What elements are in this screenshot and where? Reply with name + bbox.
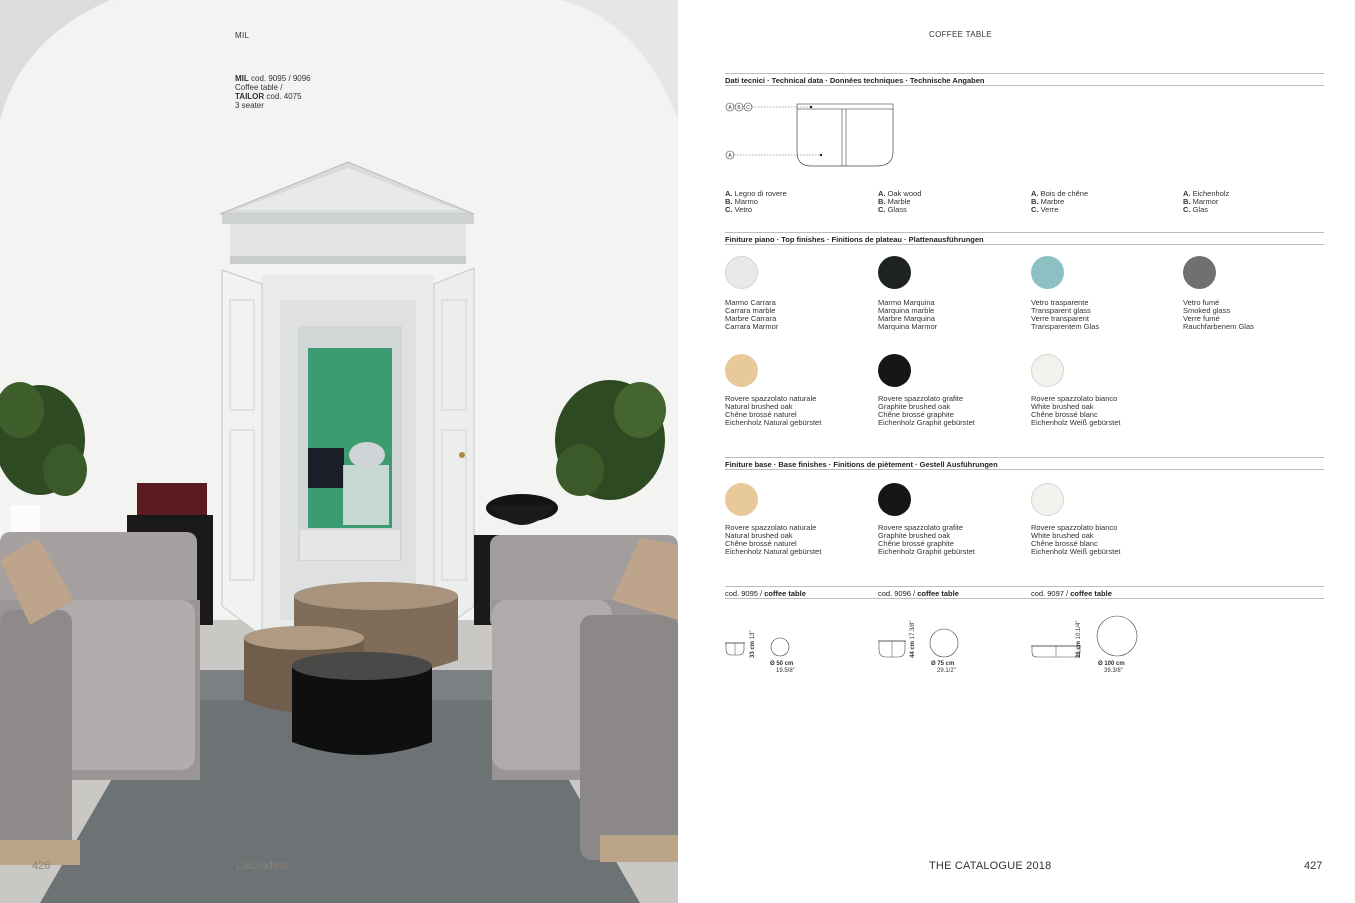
finish-line: Carrara marble	[725, 306, 776, 315]
base-label-natural-oak	[725, 524, 821, 556]
finish-line: Chêne brossé naturel	[725, 410, 797, 419]
swatch-transparent-glass	[1031, 256, 1064, 289]
finish-line: Eichenholz Graphit gebürstet	[878, 547, 975, 556]
base-label-graphite-oak	[878, 524, 975, 556]
letter-c: C.	[1031, 205, 1039, 214]
technical-data-title: Dati tecnici · Technical data · Données techniques · Technische Angaben	[725, 76, 985, 85]
section-rule	[725, 586, 1324, 587]
letter-b: B.	[1031, 197, 1039, 206]
model-9097-title	[1031, 589, 1112, 598]
finish-line: Marbre Carrara	[725, 314, 777, 323]
swatch-base-white-oak	[1031, 483, 1064, 516]
material-a: Bois de chêne	[1040, 189, 1089, 198]
caption-sofa-name: TAILOR	[235, 92, 265, 101]
finish-label-white-oak	[1031, 395, 1121, 427]
swatch-smoked-glass	[1183, 256, 1216, 289]
letter-a: A.	[1183, 189, 1191, 198]
diagram-label-a2: A	[728, 153, 732, 159]
finish-line: Marbre Marquina	[878, 314, 936, 323]
caption-product-type: Coffee table /	[235, 83, 283, 92]
diameter-in: 39.3/8"	[1104, 668, 1123, 674]
letter-c: C.	[725, 205, 733, 214]
technical-drawing	[725, 100, 905, 172]
finish-line: Marquina marble	[878, 306, 935, 315]
diameter-cm: Ø 50 cm	[770, 661, 794, 667]
caption-sofa-type: 3 seater	[235, 101, 264, 110]
diameter-cm: Ø 100 cm	[1098, 661, 1125, 667]
page-number-right: 427	[1304, 860, 1323, 872]
height-cm: 44 cm	[910, 640, 916, 658]
section-rule	[725, 244, 1324, 245]
materials-col-en	[878, 190, 921, 214]
model-9095-height	[750, 631, 757, 659]
finish-line: Graphite brushed oak	[878, 531, 951, 540]
finish-line: Rovere spazzolato bianco	[1031, 394, 1118, 403]
photo-caption	[235, 74, 311, 110]
height-in: 13"	[750, 630, 756, 640]
model-9095-drawing	[725, 635, 795, 663]
finish-line: Marquina Marmor	[878, 322, 938, 331]
caption-sofa-code: cod. 4075	[264, 92, 302, 101]
right-page	[678, 0, 1355, 903]
model-9097-drawing	[1031, 614, 1141, 660]
material-c: Vetro	[734, 205, 753, 214]
finish-line: Rovere spazzolato grafite	[878, 394, 964, 403]
finish-line: Chêne brossé graphite	[878, 539, 954, 548]
swatch-natural-oak	[725, 354, 758, 387]
finish-line: Transparentem Glas	[1031, 322, 1100, 331]
section-rule	[725, 232, 1324, 233]
swatch-graphite-oak	[878, 354, 911, 387]
letter-a: A.	[878, 189, 886, 198]
swatch-marquina-marble	[878, 256, 911, 289]
finish-line: Rauchfarbenem Glas	[1183, 322, 1254, 331]
finish-line: Vetro fumé	[1183, 298, 1220, 307]
section-rule	[725, 598, 1324, 599]
finish-line: Eichenholz Weiß gebürstet	[1031, 418, 1121, 427]
finish-label-smoked-glass	[1183, 299, 1254, 331]
base-finishes-title: Finiture base · Base finishes · Finitions de piètement · Gestell Ausführungen	[725, 460, 998, 469]
finish-line: Chêne brossé naturel	[725, 539, 797, 548]
material-a: Oak wood	[887, 189, 922, 198]
model-9097-height	[1076, 621, 1083, 659]
material-a: Legno di rovere	[734, 189, 787, 198]
height-in: 17.3/8"	[910, 620, 916, 640]
finish-line: Verre fumé	[1183, 314, 1220, 323]
finish-line: Eichenholz Weiß gebürstet	[1031, 547, 1121, 556]
diagram-label-c: C	[746, 105, 750, 111]
model-code: cod. 9096 /	[878, 589, 918, 598]
finish-line: Verre transparent	[1031, 314, 1089, 323]
section-rule	[725, 469, 1324, 470]
section-rule	[725, 85, 1324, 86]
material-b: Marmo	[734, 197, 758, 206]
model-code: cod. 9097 /	[1031, 589, 1071, 598]
finish-line: Rovere spazzolato naturale	[725, 394, 817, 403]
finish-line: Carrara Marmor	[725, 322, 779, 331]
material-c: Glass	[887, 205, 907, 214]
diagram-label-b: B	[737, 105, 741, 111]
materials-col-fr	[1031, 190, 1088, 214]
materials-col-it	[725, 190, 787, 214]
height-cm: 33 cm	[750, 640, 756, 658]
material-b: Marble	[887, 197, 911, 206]
height-cm: 26 cm	[1076, 640, 1082, 658]
caption-product-name: MIL	[235, 74, 249, 83]
letter-a: A.	[1031, 189, 1039, 198]
finish-line: White brushed oak	[1031, 402, 1094, 411]
letter-b: B.	[1183, 197, 1191, 206]
letter-a: A.	[725, 189, 733, 198]
model-9096-height	[910, 621, 917, 659]
page-header: COFFEE TABLE	[929, 30, 992, 39]
diameter-in: 29.1/2"	[937, 668, 956, 674]
material-a: Eichenholz	[1192, 189, 1230, 198]
finish-line: Eichenholz Natural gebürstet	[725, 418, 822, 427]
letter-b: B.	[725, 197, 733, 206]
model-9095-diameter	[770, 661, 795, 675]
catalogue-title: THE CATALOGUE 2018	[929, 860, 1052, 872]
brand-name: LaCividina	[236, 860, 288, 872]
finish-line: Chêne brossé graphite	[878, 410, 954, 419]
model-name: coffee table	[764, 589, 806, 598]
finish-line: Chêne brossé blanc	[1031, 539, 1098, 548]
finish-line: Marmo Marquina	[878, 298, 935, 307]
swatch-white-oak	[1031, 354, 1064, 387]
diameter-cm: Ø 75 cm	[931, 661, 955, 667]
material-c: Glas	[1192, 205, 1209, 214]
height-in: 10.1/4"	[1076, 620, 1082, 640]
diameter-in: 19.5/8"	[776, 668, 795, 674]
model-9096-diameter	[931, 661, 956, 675]
finish-line: Rovere spazzolato bianco	[1031, 523, 1118, 532]
model-code: cod. 9095 /	[725, 589, 765, 598]
finish-label-transparent-glass	[1031, 299, 1099, 331]
section-rule	[725, 73, 1324, 74]
finish-label-graphite-oak	[878, 395, 975, 427]
finish-line: Eichenholz Natural gebürstet	[725, 547, 822, 556]
letter-c: C.	[878, 205, 886, 214]
finish-line: Transparent glass	[1031, 306, 1091, 315]
finish-line: Natural brushed oak	[725, 402, 793, 411]
finish-line: Eichenholz Graphit gebürstet	[878, 418, 975, 427]
page-header: MIL	[235, 31, 250, 40]
swatch-carrara-marble	[725, 256, 758, 289]
caption-product-code: cod. 9095 / 9096	[248, 74, 311, 83]
model-9096-title	[878, 589, 959, 598]
materials-col-de	[1183, 190, 1229, 214]
finish-line: White brushed oak	[1031, 531, 1094, 540]
top-finishes-title: Finiture piano · Top finishes · Finitions de plateau · Plattenausführungen	[725, 235, 984, 244]
model-name: coffee table	[917, 589, 959, 598]
finish-line: Rovere spazzolato naturale	[725, 523, 817, 532]
model-9097-diameter	[1098, 661, 1125, 675]
swatch-base-graphite-oak	[878, 483, 911, 516]
diagram-label-a: A	[728, 105, 732, 111]
finish-label-marquina	[878, 299, 937, 331]
model-9096-drawing	[878, 625, 968, 661]
base-label-white-oak	[1031, 524, 1121, 556]
finish-line: Vetro trasparente	[1031, 298, 1089, 307]
finish-line: Smoked glass	[1183, 306, 1231, 315]
swatch-base-natural-oak	[725, 483, 758, 516]
finish-label-natural-oak	[725, 395, 821, 427]
finish-line: Marmo Carrara	[725, 298, 776, 307]
material-b: Marmor	[1192, 197, 1219, 206]
finish-label-carrara	[725, 299, 778, 331]
model-name: coffee table	[1070, 589, 1112, 598]
page-number-left: 426	[32, 860, 51, 872]
finish-line: Chêne brossé blanc	[1031, 410, 1098, 419]
section-rule	[725, 457, 1324, 458]
finish-line: Rovere spazzolato grafite	[878, 523, 964, 532]
model-9095-title	[725, 589, 806, 598]
material-c: Verre	[1040, 205, 1059, 214]
finish-line: Graphite brushed oak	[878, 402, 951, 411]
finish-line: Natural brushed oak	[725, 531, 793, 540]
material-b: Marbre	[1040, 197, 1065, 206]
letter-b: B.	[878, 197, 886, 206]
letter-c: C.	[1183, 205, 1191, 214]
